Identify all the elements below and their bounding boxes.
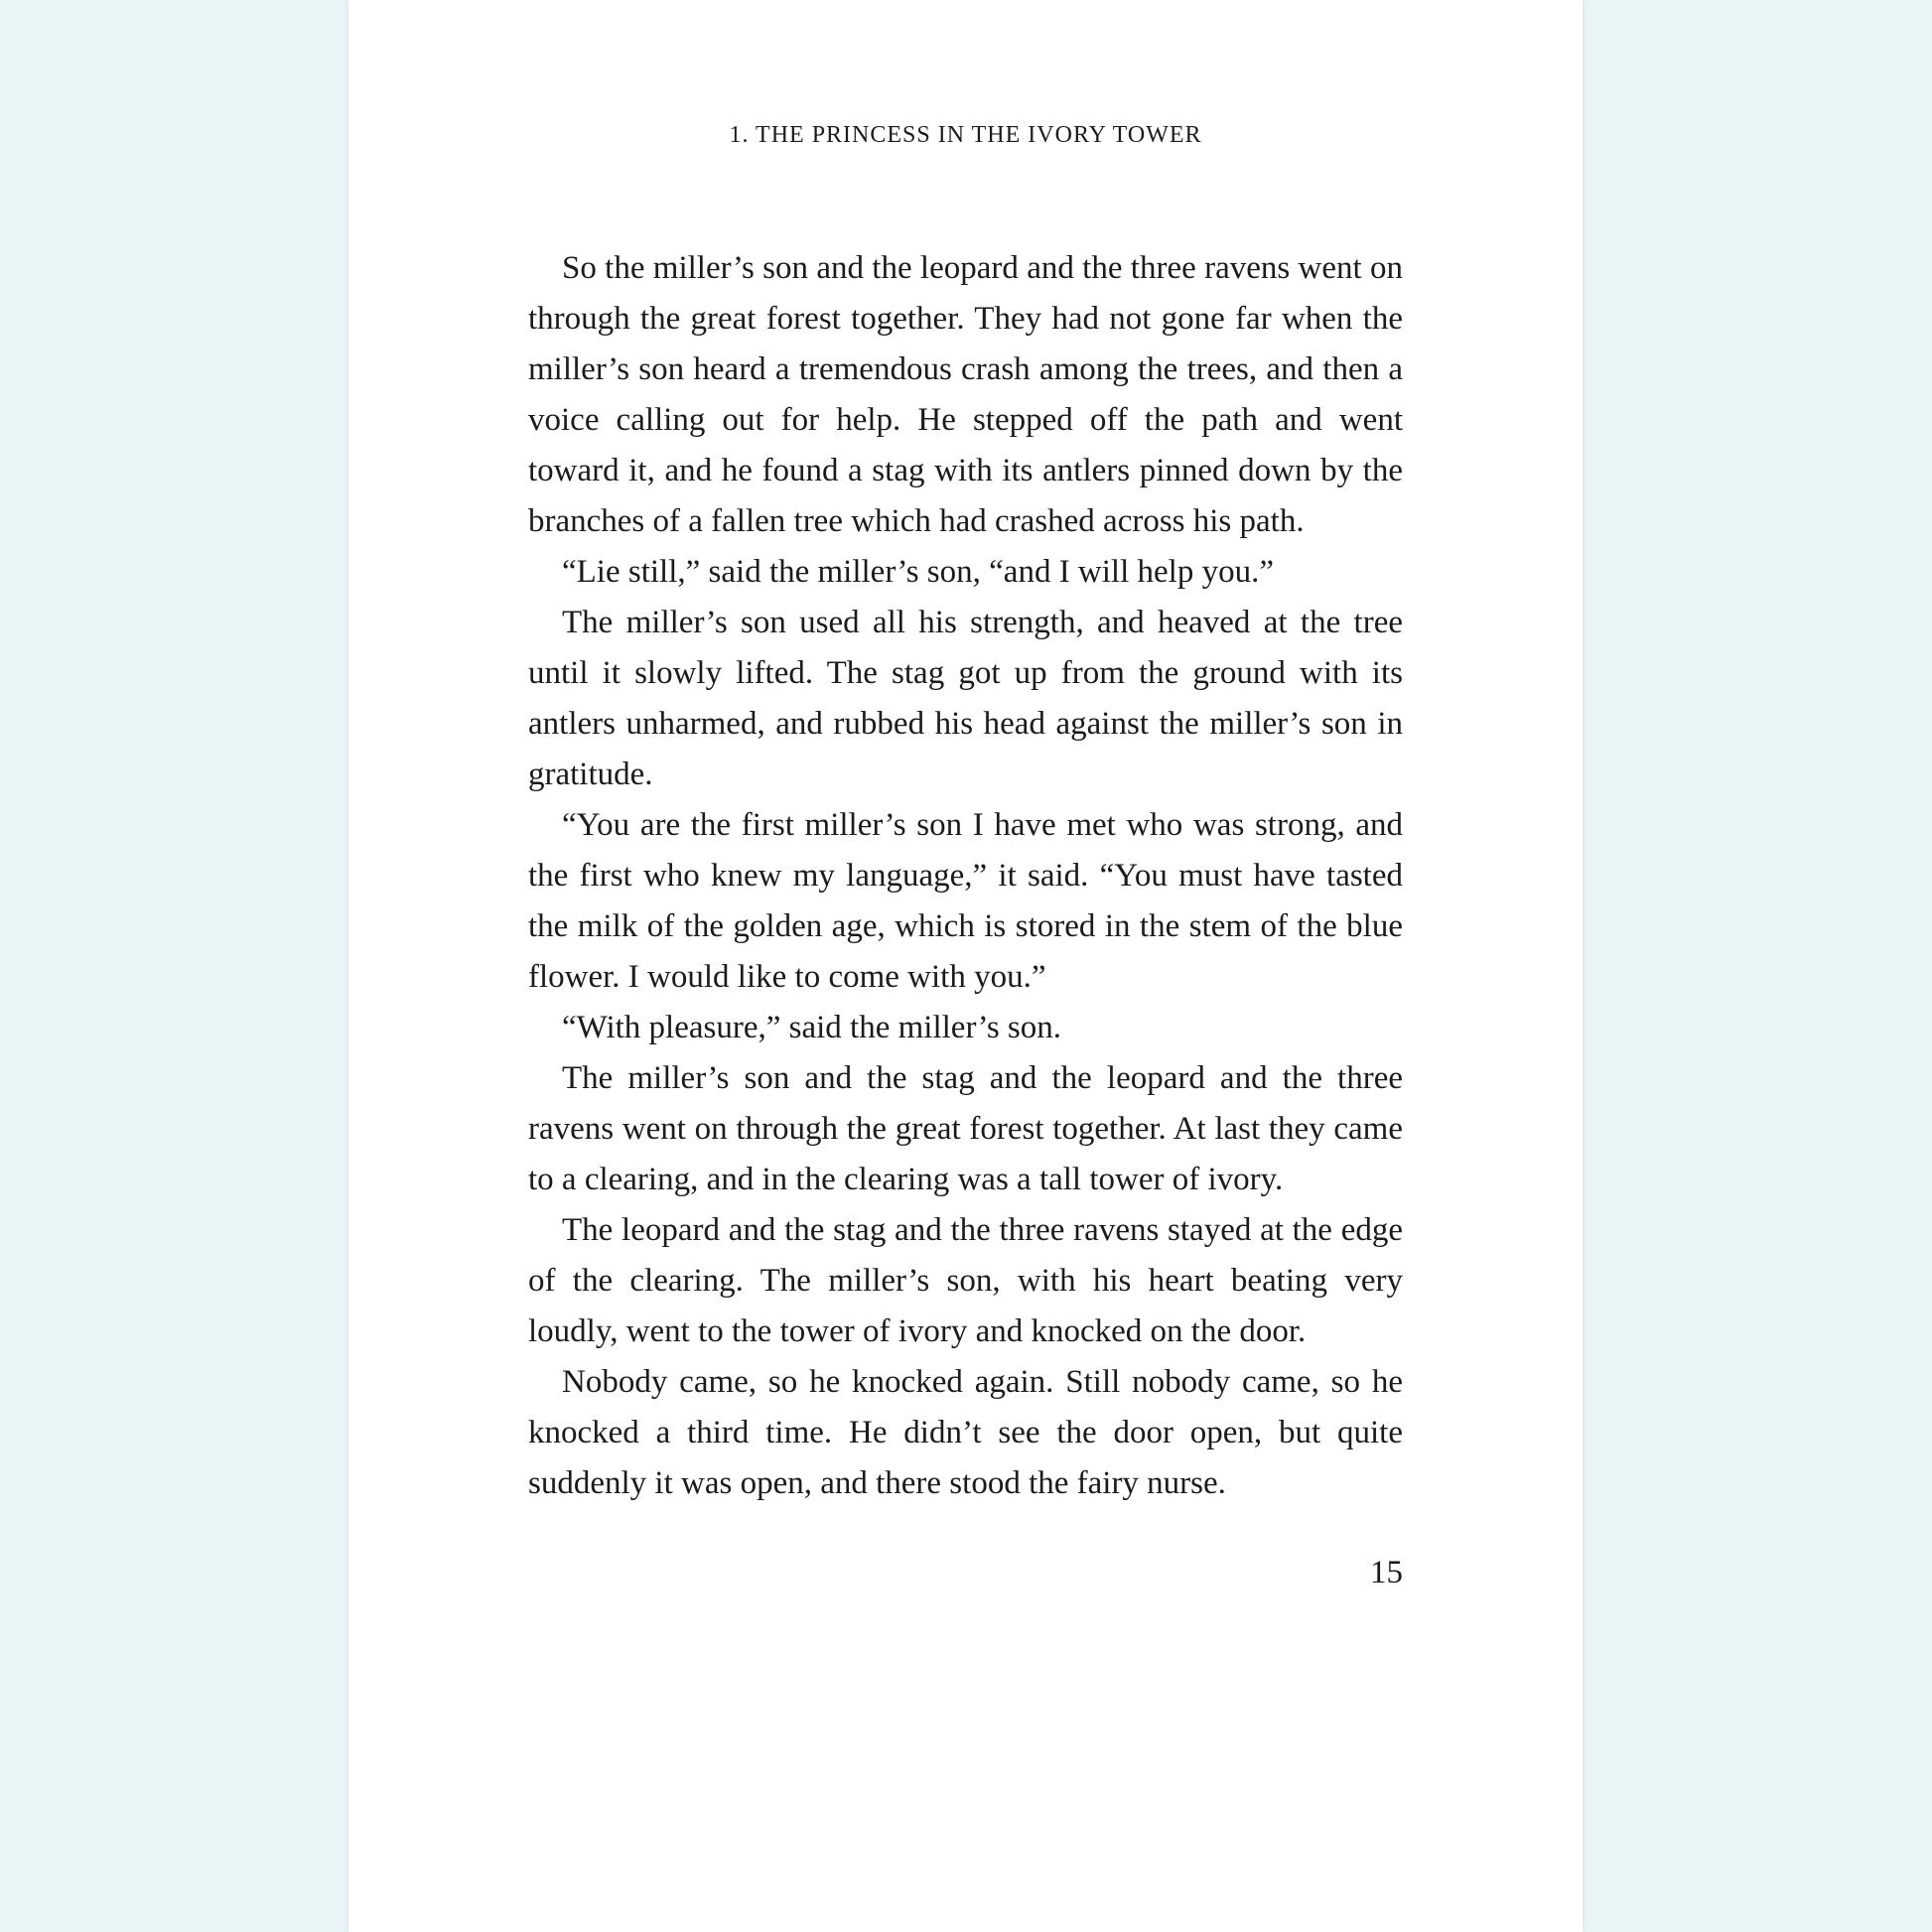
page-number: 15: [1370, 1555, 1403, 1590]
paragraph: The leopard and the stag and the three ravens stayed at the edge of the clearing. The miller’s son, with his heart beating very loudly, went to the tower of ivory and knocked on the door.: [528, 1212, 1403, 1349]
book-page[interactable]: [348, 0, 1583, 1932]
paragraph: “With pleasure,” said the miller’s son.: [562, 1010, 1062, 1045]
body-text: [528, 243, 1403, 1509]
paragraph: “You are the first miller’s son I have met who was strong, and the first who knew my language,” it said. “You must have tasted the milk of the golden age, which is stored in the stem of the blue flower. I would like to come with you.”: [528, 807, 1403, 995]
paragraph: Nobody came, so he knocked again. Still nobody came, so he knocked a third time. He didn’t see the door open, but quite suddenly it was open, and there stood the fairy nurse.: [528, 1364, 1403, 1501]
running-header: 1. THE PRINCESS IN THE IVORY TOWER: [729, 122, 1202, 148]
paragraph: “Lie still,” said the miller’s son, “and I will help you.”: [562, 554, 1274, 590]
paragraph: The miller’s son used all his strength, and heaved at the tree until it slowly lifted. The stag got up from the ground with its antlers unharmed, and rubbed his head against the miller’s son in gratitude.: [528, 605, 1403, 792]
paragraph: The miller’s son and the stag and the leopard and the three ravens went on through the great forest together. At last they came to a clearing, and in the clearing was a tall tower of ivory.: [528, 1060, 1403, 1197]
paragraph: So the miller’s son and the leopard and the three ravens went on through the great forest together. They had not gone far when the miller’s son heard a tremendous crash among the trees, and then a voice calling out for help. He stepped off the path and went toward it, and he found a stag with its antlers pinned down by the branches of a fallen tree which had crashed across his path.: [528, 250, 1403, 539]
